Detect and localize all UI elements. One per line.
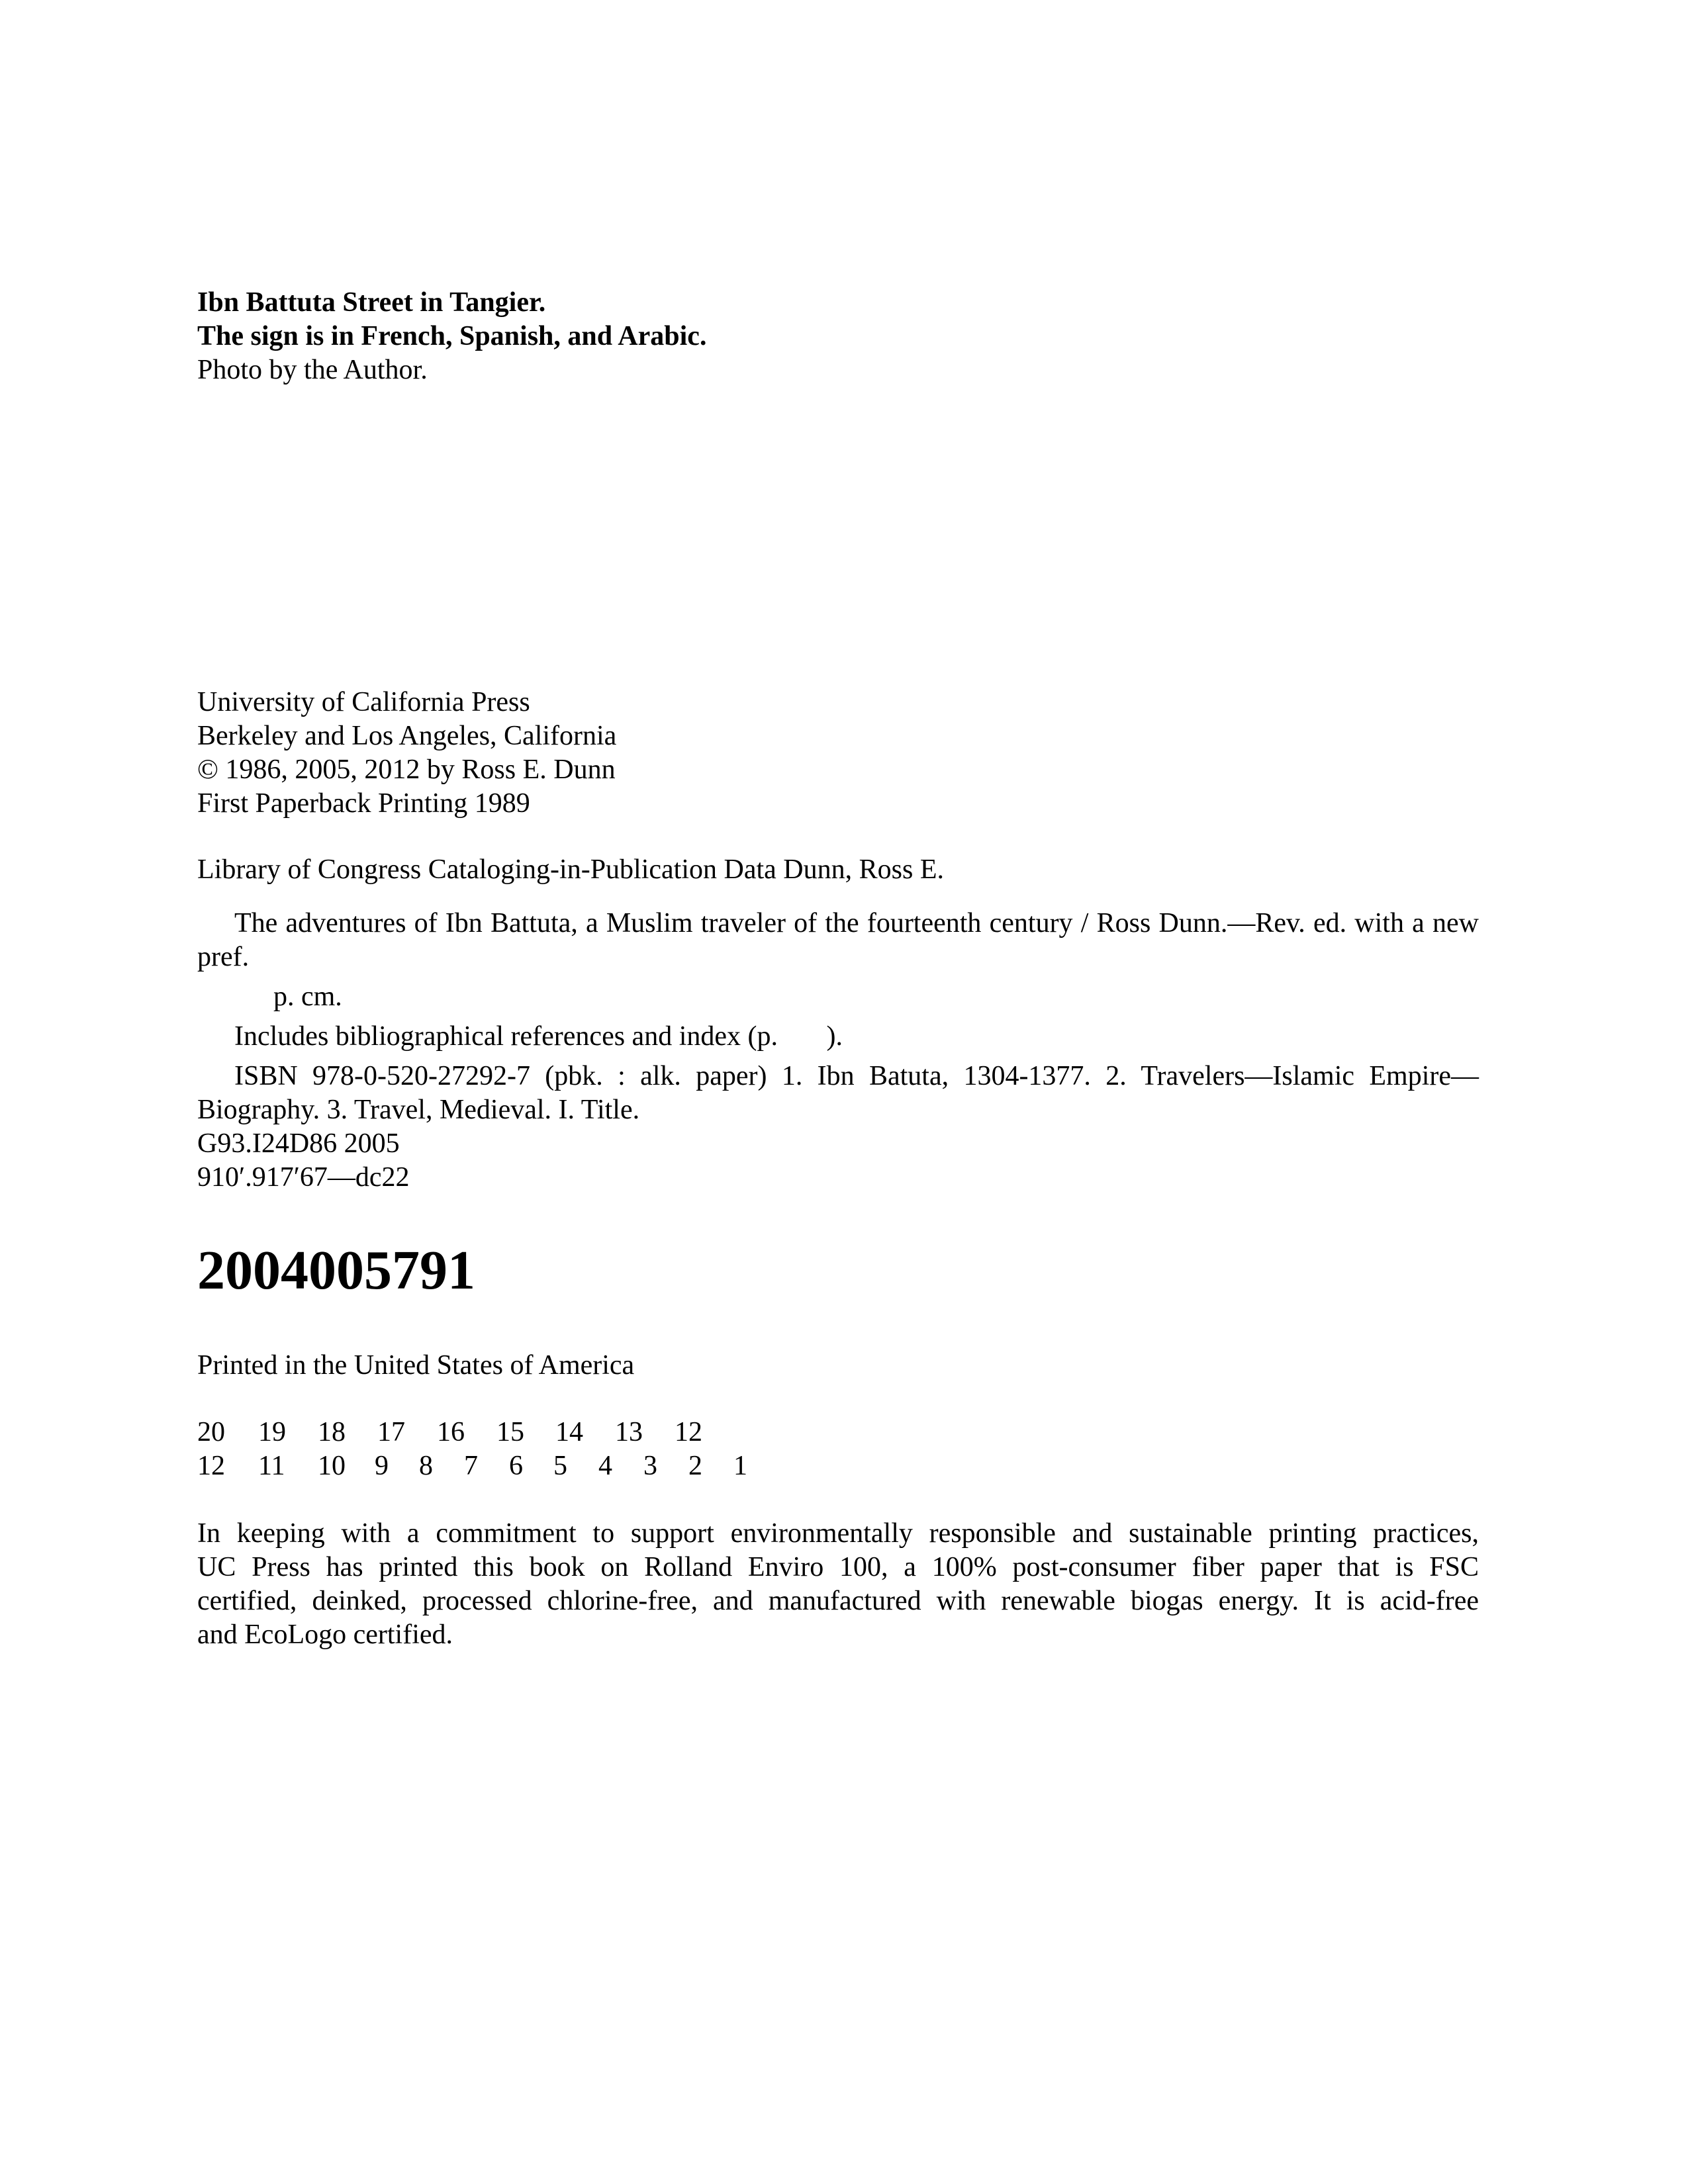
cip-data-block (197, 907, 1479, 1195)
printing-line-number: 8 (419, 1451, 433, 1481)
cip-title-statement: The adventures of Ibn Battuta, a Muslim traveler of the fourteenth century / Ross Dunn.—Rev. ed. with a new pref. (197, 908, 1479, 972)
printing-line-number: 12 (197, 1451, 225, 1481)
printing-line-number: 7 (464, 1451, 478, 1481)
printing-line-number: 14 (555, 1417, 583, 1447)
printing-line-number: 16 (437, 1417, 465, 1447)
environmental-note-line: In keeping with a commitment to support environmentally responsible and sustainable printing practices, (197, 1518, 1479, 1549)
printing-line-number: 20 (197, 1417, 225, 1447)
printing-line-number: 5 (553, 1451, 567, 1481)
copyright-notice: © 1986, 2005, 2012 by Ross E. Dunn (197, 754, 616, 785)
publisher-location: Berkeley and Los Angeles, California (197, 721, 617, 751)
printing-line-number: 12 (675, 1417, 702, 1447)
printing-line-number: 4 (598, 1451, 612, 1481)
frontispiece-caption (197, 286, 1479, 387)
printing-line-number: 17 (377, 1417, 405, 1447)
printing-line-years (197, 1416, 1479, 1449)
caption-title: Ibn Battuta Street in Tangier. (197, 287, 546, 318)
cip-bibliography-note: Includes bibliographical references and index (p. ). (234, 1021, 843, 1052)
cip-dewey-classification: 910′.917′67—dc22 (197, 1162, 410, 1193)
printing-line-number: 6 (509, 1451, 523, 1481)
environmental-note-line: UC Press has printed this book on Rolland Enviro 100, a 100% post-consumer fiber paper that is FSC (197, 1552, 1479, 1582)
first-printing: First Paperback Printing 1989 (197, 788, 530, 819)
publisher-name: University of California Press (197, 687, 530, 717)
environmental-note-line: and EcoLogo certified. (197, 1619, 453, 1650)
publisher-info (197, 686, 1479, 821)
environmental-note-line: certified, deinked, processed chlorine-free, and manufactured with renewable biogas energy. It is acid-free (197, 1586, 1479, 1616)
printing-line-number: 10 (318, 1451, 346, 1481)
photo-credit: Photo by the Author. (197, 355, 428, 385)
cip-lc-classification: G93.I24D86 2005 (197, 1128, 400, 1159)
caption-subtitle: The sign is in French, Spanish, and Arabic. (197, 321, 707, 351)
printing-line-number: 19 (258, 1417, 286, 1447)
environmental-note (197, 1517, 1479, 1652)
printed-in-text: Printed in the United States of America (197, 1350, 635, 1381)
printing-line-number: 1 (733, 1451, 747, 1481)
printing-line-number: 15 (496, 1417, 524, 1447)
printing-line-impressions (197, 1449, 1479, 1483)
printed-in-notice (197, 1349, 1479, 1383)
cip-isbn-subjects: ISBN 978-0-520-27292-7 (pbk. : alk. paper) 1. Ibn Batuta, 1304-1377. 2. Travelers—Islamic Empire—Biography. 3. Travel, Medieval. I. Title. (197, 1061, 1479, 1125)
printing-line-number: 13 (615, 1417, 643, 1447)
lccn-number: 2004005791 (197, 1240, 475, 1301)
cip-header-text: Library of Congress Cataloging-in-Publication Data Dunn, Ross E. (197, 854, 944, 885)
printing-line-number: 9 (375, 1451, 389, 1481)
printing-line-number: 18 (318, 1417, 346, 1447)
cip-header (197, 853, 1479, 887)
cip-physical-description: p. cm. (273, 981, 342, 1012)
printing-line-number: 3 (643, 1451, 657, 1481)
printing-line-number: 2 (688, 1451, 702, 1481)
printing-line-number: 11 (258, 1451, 285, 1481)
